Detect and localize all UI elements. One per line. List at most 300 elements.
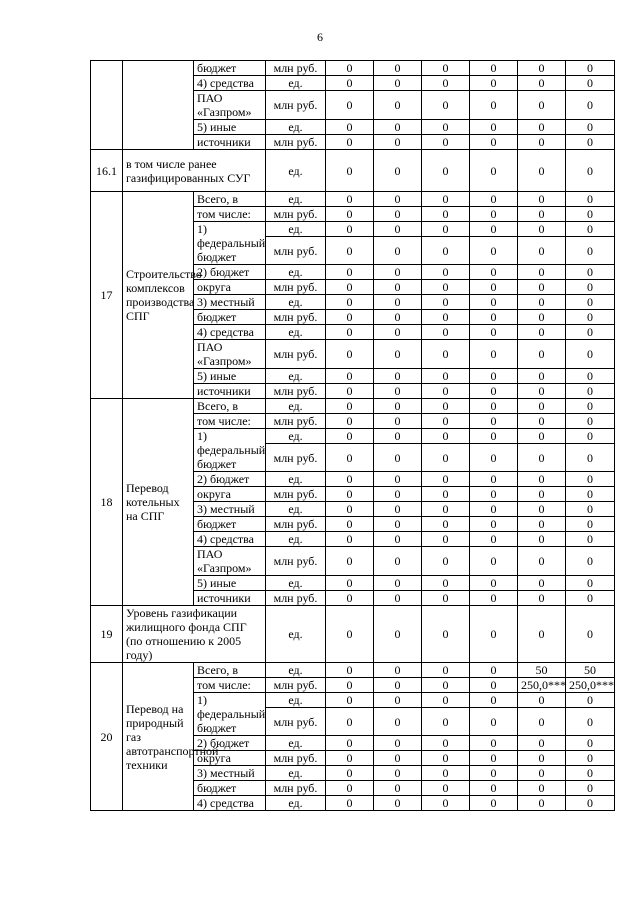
value-cell: 0	[326, 192, 374, 207]
funding-source: 4) средства	[194, 532, 266, 547]
value-cell: 0	[326, 295, 374, 310]
value-cell: 0	[422, 736, 470, 751]
value-cell: 0	[566, 237, 615, 265]
value-cell: 0	[566, 532, 615, 547]
unit: млн руб.	[266, 384, 326, 399]
value-cell: 0	[518, 369, 566, 384]
value-cell: 0	[326, 369, 374, 384]
unit: ед.	[266, 76, 326, 91]
value-cell: 0	[422, 222, 470, 237]
value-cell: 0	[470, 135, 518, 150]
value-cell: 0	[374, 310, 422, 325]
item-name: Перевод котельных на СПГ	[123, 399, 194, 606]
value-cell: 0	[518, 192, 566, 207]
value-cell: 0	[566, 766, 615, 781]
value-cell: 0	[374, 207, 422, 222]
unit: млн руб.	[266, 91, 326, 120]
value-cell: 0	[518, 517, 566, 532]
value-cell: 0	[422, 384, 470, 399]
value-cell: 0	[566, 135, 615, 150]
value-cell: 0	[518, 325, 566, 340]
funding-source: 4) средства	[194, 796, 266, 811]
value-cell: 0	[374, 295, 422, 310]
value-cell: 0	[374, 444, 422, 472]
value-cell: 0	[326, 237, 374, 265]
value-cell: 0	[422, 399, 470, 414]
unit: млн руб.	[266, 547, 326, 576]
value-cell: 0	[518, 91, 566, 120]
value-cell: 0	[518, 766, 566, 781]
value-cell: 0	[566, 384, 615, 399]
value-cell: 0	[422, 207, 470, 222]
value-cell: 0	[326, 547, 374, 576]
value-cell: 0	[518, 444, 566, 472]
value-cell: 0	[422, 414, 470, 429]
value-cell: 0	[518, 606, 566, 663]
value-cell: 0	[518, 796, 566, 811]
table-body	[91, 61, 615, 811]
value-cell: 0	[326, 736, 374, 751]
value-cell: 0	[422, 472, 470, 487]
value-cell: 0	[422, 135, 470, 150]
unit: млн руб.	[266, 135, 326, 150]
value-cell: 0	[518, 708, 566, 736]
value-cell: 0	[326, 150, 374, 192]
value-cell: 0	[374, 429, 422, 444]
value-cell: 0	[470, 517, 518, 532]
table-row	[91, 399, 615, 414]
value-cell: 0	[374, 135, 422, 150]
unit: ед.	[266, 693, 326, 708]
value-cell: 0	[470, 222, 518, 237]
value-cell: 0	[470, 487, 518, 502]
value-cell: 0	[470, 547, 518, 576]
value-cell: 0	[518, 384, 566, 399]
value-cell: 0	[518, 429, 566, 444]
unit: ед.	[266, 265, 326, 280]
unit: ед.	[266, 502, 326, 517]
value-cell: 0	[566, 693, 615, 708]
unit: ед.	[266, 399, 326, 414]
value-cell: 0	[422, 532, 470, 547]
item-name: Строительство комплексов производства СПГ	[123, 192, 194, 399]
value-cell: 0	[374, 472, 422, 487]
value-cell: 0	[470, 120, 518, 135]
value-cell: 0	[422, 76, 470, 91]
value-cell: 0	[566, 414, 615, 429]
value-cell: 0	[566, 150, 615, 192]
value-cell: 0	[422, 192, 470, 207]
item-name: Перевод на природный газ автотранспортной техники	[123, 663, 194, 811]
item-name	[123, 61, 194, 150]
value-cell: 0	[374, 120, 422, 135]
value-cell: 0	[326, 532, 374, 547]
unit: ед.	[266, 766, 326, 781]
value-cell: 0	[470, 751, 518, 766]
value-cell: 0	[566, 280, 615, 295]
funding-source: источники	[194, 384, 266, 399]
value-cell: 0	[470, 61, 518, 76]
value-cell: 0	[374, 576, 422, 591]
value-cell: 0	[518, 310, 566, 325]
unit: млн руб.	[266, 340, 326, 369]
unit: млн руб.	[266, 310, 326, 325]
value-cell: 0	[566, 310, 615, 325]
funding-source: 1) федеральный бюджет	[194, 693, 266, 736]
value-cell: 0	[326, 222, 374, 237]
unit: млн руб.	[266, 517, 326, 532]
value-cell: 0	[326, 517, 374, 532]
unit: млн руб.	[266, 781, 326, 796]
value-cell: 0	[422, 693, 470, 708]
value-cell: 0	[470, 384, 518, 399]
value-cell: 0	[326, 120, 374, 135]
funding-source: округа	[194, 487, 266, 502]
value-cell: 0	[374, 532, 422, 547]
value-cell: 0	[518, 120, 566, 135]
value-cell: 0	[326, 766, 374, 781]
funding-source: ПАО «Газпром»	[194, 91, 266, 120]
value-cell: 0	[566, 781, 615, 796]
unit: млн руб.	[266, 591, 326, 606]
value-cell: 0	[566, 502, 615, 517]
value-cell: 0	[374, 736, 422, 751]
funding-source: том числе:	[194, 414, 266, 429]
value-cell: 0	[566, 708, 615, 736]
unit: млн руб.	[266, 414, 326, 429]
item-number	[91, 61, 123, 150]
value-cell: 0	[374, 796, 422, 811]
value-cell: 0	[374, 222, 422, 237]
value-cell: 0	[326, 280, 374, 295]
value-cell: 0	[422, 444, 470, 472]
value-cell: 0	[566, 736, 615, 751]
value-cell: 0	[470, 265, 518, 280]
page-number: 6	[317, 30, 323, 44]
value-cell: 0	[422, 781, 470, 796]
value-cell: 0	[326, 781, 374, 796]
value-cell: 0	[566, 472, 615, 487]
funding-source: 5) иные	[194, 120, 266, 135]
unit: ед.	[266, 663, 326, 678]
value-cell: 0	[326, 576, 374, 591]
value-cell: 0	[422, 576, 470, 591]
value-cell: 0	[374, 76, 422, 91]
value-cell: 0	[470, 429, 518, 444]
value-cell: 0	[518, 265, 566, 280]
value-cell: 0	[422, 678, 470, 693]
funding-source: 1) федеральный бюджет	[194, 429, 266, 472]
value-cell: 0	[326, 325, 374, 340]
value-cell: 0	[326, 487, 374, 502]
value-cell: 0	[518, 414, 566, 429]
value-cell: 0	[566, 91, 615, 120]
unit: ед.	[266, 606, 326, 663]
funding-source: ПАО «Газпром»	[194, 340, 266, 369]
value-cell: 0	[470, 399, 518, 414]
value-cell: 0	[470, 766, 518, 781]
value-cell: 0	[566, 399, 615, 414]
funding-source: бюджет	[194, 310, 266, 325]
unit: млн руб.	[266, 61, 326, 76]
value-cell: 0	[470, 310, 518, 325]
value-cell: 0	[566, 606, 615, 663]
unit: ед.	[266, 295, 326, 310]
value-cell: 0	[422, 150, 470, 192]
value-cell: 0	[566, 76, 615, 91]
value-cell: 0	[422, 340, 470, 369]
value-cell: 0	[326, 414, 374, 429]
value-cell: 0	[566, 576, 615, 591]
funding-source: Всего, в	[194, 663, 266, 678]
value-cell: 0	[374, 384, 422, 399]
value-cell: 0	[566, 796, 615, 811]
value-cell: 0	[326, 340, 374, 369]
table-row	[91, 192, 615, 207]
value-cell: 0	[470, 340, 518, 369]
value-cell: 0	[374, 91, 422, 120]
table-row	[91, 150, 615, 192]
value-cell: 0	[422, 606, 470, 663]
value-cell: 0	[518, 340, 566, 369]
value-cell: 0	[326, 606, 374, 663]
value-cell: 0	[422, 369, 470, 384]
value-cell: 0	[422, 517, 470, 532]
value-cell: 0	[518, 280, 566, 295]
item-number: 16.1	[91, 150, 123, 192]
value-cell: 0	[470, 325, 518, 340]
value-cell: 0	[374, 751, 422, 766]
value-cell: 0	[518, 150, 566, 192]
value-cell: 0	[470, 606, 518, 663]
value-cell: 0	[470, 796, 518, 811]
value-cell: 0	[566, 444, 615, 472]
value-cell: 0	[566, 192, 615, 207]
unit: млн руб.	[266, 444, 326, 472]
value-cell: 0	[518, 237, 566, 265]
unit: ед.	[266, 325, 326, 340]
value-cell: 0	[374, 547, 422, 576]
item-number: 17	[91, 192, 123, 399]
unit: ед.	[266, 472, 326, 487]
value-cell: 0	[566, 207, 615, 222]
value-cell: 0	[566, 340, 615, 369]
table-row	[91, 61, 615, 76]
value-cell: 0	[326, 502, 374, 517]
funding-source: 3) местный	[194, 766, 266, 781]
value-cell: 0	[518, 487, 566, 502]
value-cell: 0	[422, 325, 470, 340]
unit: ед.	[266, 429, 326, 444]
funding-source: бюджет	[194, 61, 266, 76]
unit: ед.	[266, 576, 326, 591]
value-cell: 0	[326, 429, 374, 444]
value-cell: 0	[374, 61, 422, 76]
value-cell: 0	[422, 796, 470, 811]
value-cell: 50	[518, 663, 566, 678]
value-cell: 0	[326, 591, 374, 606]
item-number: 18	[91, 399, 123, 606]
value-cell: 0	[326, 399, 374, 414]
unit: ед.	[266, 150, 326, 192]
funding-table	[90, 60, 615, 811]
unit: ед.	[266, 369, 326, 384]
value-cell: 0	[518, 222, 566, 237]
value-cell: 0	[470, 781, 518, 796]
table-row	[91, 663, 615, 678]
funding-source: 2) бюджет	[194, 472, 266, 487]
value-cell: 0	[566, 222, 615, 237]
value-cell: 0	[566, 325, 615, 340]
unit: млн руб.	[266, 207, 326, 222]
value-cell: 0	[566, 547, 615, 576]
value-cell: 0	[374, 781, 422, 796]
value-cell: 0	[518, 532, 566, 547]
value-cell: 0	[326, 76, 374, 91]
unit: млн руб.	[266, 237, 326, 265]
value-cell: 0	[518, 207, 566, 222]
value-cell: 0	[518, 472, 566, 487]
value-cell: 0	[422, 487, 470, 502]
value-cell: 0	[326, 708, 374, 736]
funding-source: том числе:	[194, 207, 266, 222]
funding-source: 1) федеральный бюджет	[194, 222, 266, 265]
value-cell: 0	[470, 532, 518, 547]
value-cell: 0	[470, 91, 518, 120]
unit: млн руб.	[266, 708, 326, 736]
value-cell: 0	[374, 502, 422, 517]
funding-source: 4) средства	[194, 76, 266, 91]
value-cell: 0	[566, 591, 615, 606]
value-cell: 0	[518, 502, 566, 517]
item-number: 19	[91, 606, 123, 663]
value-cell: 0	[470, 472, 518, 487]
value-cell: 0	[422, 120, 470, 135]
value-cell: 0	[326, 265, 374, 280]
value-cell: 0	[566, 751, 615, 766]
value-cell: 0	[470, 591, 518, 606]
value-cell: 0	[374, 678, 422, 693]
value-cell: 0	[470, 237, 518, 265]
value-cell: 0	[326, 135, 374, 150]
funding-source: 5) иные	[194, 576, 266, 591]
value-cell: 0	[422, 547, 470, 576]
value-cell: 0	[422, 237, 470, 265]
unit: ед.	[266, 796, 326, 811]
value-cell: 0	[470, 207, 518, 222]
value-cell: 0	[518, 135, 566, 150]
value-cell: 0	[566, 429, 615, 444]
funding-source: 2) бюджет	[194, 265, 266, 280]
value-cell: 0	[326, 207, 374, 222]
item-number: 20	[91, 663, 123, 811]
value-cell: 0	[326, 61, 374, 76]
funding-source: 4) средства	[194, 325, 266, 340]
funding-source: 3) местный	[194, 502, 266, 517]
value-cell: 0	[470, 295, 518, 310]
value-cell: 0	[470, 693, 518, 708]
funding-source: источники	[194, 135, 266, 150]
value-cell: 0	[374, 663, 422, 678]
funding-source: Всего, в	[194, 192, 266, 207]
value-cell: 0	[518, 751, 566, 766]
value-cell: 0	[566, 369, 615, 384]
value-cell: 0	[470, 663, 518, 678]
funding-source: 2) бюджет	[194, 736, 266, 751]
value-cell: 0	[470, 708, 518, 736]
value-cell: 0	[422, 295, 470, 310]
value-cell: 0	[470, 414, 518, 429]
value-cell: 0	[326, 91, 374, 120]
value-cell: 0	[518, 736, 566, 751]
funding-source: округа	[194, 751, 266, 766]
value-cell: 0	[326, 751, 374, 766]
value-cell: 0	[518, 781, 566, 796]
value-cell: 0	[518, 693, 566, 708]
funding-source: 5) иные	[194, 369, 266, 384]
value-cell: 0	[422, 502, 470, 517]
unit: ед.	[266, 120, 326, 135]
funding-source: 3) местный	[194, 295, 266, 310]
value-cell: 0	[326, 796, 374, 811]
value-cell: 0	[566, 265, 615, 280]
value-cell: 0	[518, 591, 566, 606]
value-cell: 0	[326, 472, 374, 487]
value-cell: 0	[470, 576, 518, 591]
value-cell: 0	[422, 708, 470, 736]
value-cell: 250,0***	[518, 678, 566, 693]
value-cell: 0	[326, 678, 374, 693]
value-cell: 0	[470, 280, 518, 295]
value-cell: 0	[374, 693, 422, 708]
value-cell: 0	[470, 502, 518, 517]
funding-source: округа	[194, 280, 266, 295]
value-cell: 0	[566, 61, 615, 76]
value-cell: 0	[326, 310, 374, 325]
value-cell: 0	[518, 61, 566, 76]
value-cell: 0	[374, 399, 422, 414]
value-cell: 0	[374, 150, 422, 192]
value-cell: 0	[566, 517, 615, 532]
value-cell: 0	[374, 766, 422, 781]
value-cell: 0	[422, 429, 470, 444]
value-cell: 0	[470, 76, 518, 91]
value-cell: 50	[566, 663, 615, 678]
value-cell: 0	[326, 663, 374, 678]
value-cell: 0	[566, 487, 615, 502]
value-cell: 0	[566, 120, 615, 135]
value-cell: 0	[422, 591, 470, 606]
funding-source: бюджет	[194, 781, 266, 796]
value-cell: 0	[374, 606, 422, 663]
unit: ед.	[266, 192, 326, 207]
funding-source: ПАО «Газпром»	[194, 547, 266, 576]
unit: ед.	[266, 736, 326, 751]
value-cell: 0	[422, 91, 470, 120]
value-cell: 0	[374, 192, 422, 207]
value-cell: 0	[374, 517, 422, 532]
unit: млн руб.	[266, 678, 326, 693]
value-cell: 0	[374, 414, 422, 429]
funding-source: Всего, в	[194, 399, 266, 414]
value-cell: 0	[374, 591, 422, 606]
value-cell: 0	[326, 693, 374, 708]
unit: млн руб.	[266, 280, 326, 295]
item-name: в том числе ранее газифицированных СУГ	[123, 150, 266, 192]
value-cell: 0	[518, 399, 566, 414]
unit: млн руб.	[266, 751, 326, 766]
value-cell: 0	[326, 384, 374, 399]
